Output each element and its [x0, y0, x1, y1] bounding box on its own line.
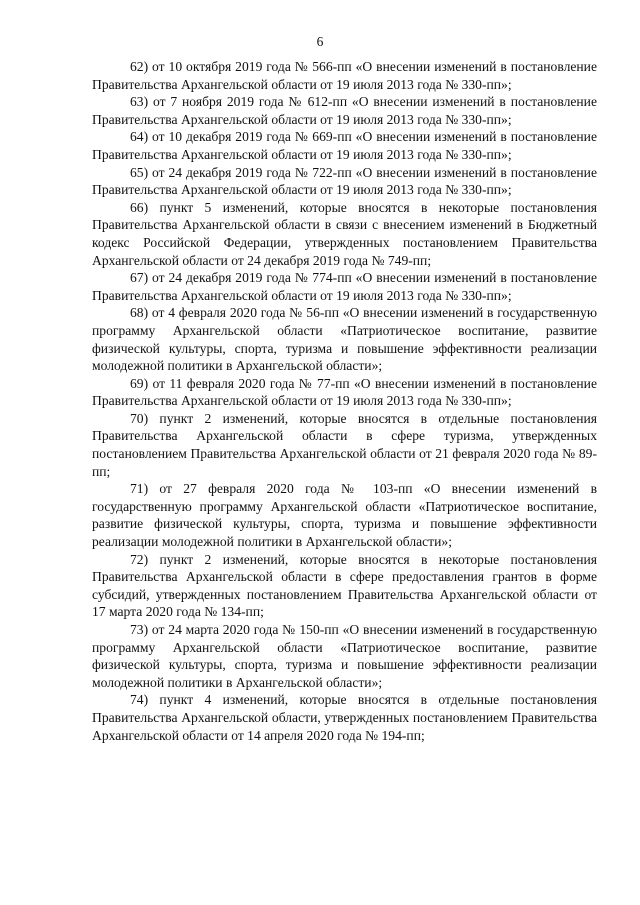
list-item-74: 74) пункт 4 изменений, которые вносятся в отдельные постановления Правительства Архангельской области, утвержденных постановлением Правительства Архангельской области от 14 апреля 2020 года № 194-пп; — [92, 692, 597, 743]
list-item-69: 69) от 11 февраля 2020 года № 77-пп «О внесении изменений в постановление Правительства Архангельской области от 19 июля 2013 года № 330-пп»; — [92, 375, 597, 409]
list-item-67: 67) от 24 декабря 2019 года № 774-пп «О внесении изменений в постановление Правительства Архангельской области от 19 июля 2013 года № 330-пп»; — [92, 270, 597, 303]
page-number: 6 — [316, 34, 324, 49]
document-body — [92, 58, 597, 744]
list-item-73: 73) от 24 марта 2020 года № 150-пп «О внесении изменений в государственную программу Архангельской области «Патриотическое воспитание, развитие физической культуры, спорта, туризма и повышение эффективности реализации молодежной политики в Архангельской области»; — [92, 622, 597, 690]
list-item-63: 63) от 7 ноября 2019 года № 612-пп «О внесении изменений в постановление Правительства Архангельской области от 19 июля 2013 года № 330-пп»; — [92, 94, 597, 127]
list-item-65: 65) от 24 декабря 2019 года № 722-пп «О внесении изменений в постановление Правительства Архангельской области от 19 июля 2013 года № 330-пп»; — [92, 164, 597, 198]
list-item-71: 71) от 27 февраля 2020 года № 103-пп «О внесении изменений в государственную программу Архангельской области «Патриотическое воспитание, развитие физической культуры, спорта, туризма и повышение эффективности реализации молодежной политики в Архангельской области»; — [92, 481, 597, 550]
list-item-64: 64) от 10 декабря 2019 года № 669-пп «О внесении изменений в постановление Правительства Архангельской области от 19 июля 2013 года № 330-пп»; — [92, 129, 597, 162]
list-item-72: 72) пункт 2 изменений, которые вносятся в некоторые постановления Правительства Архангельской области в сфере предоставления грантов в форме субсидий, утвержденных постановлением Правительства Архангельской области от 17 марта 2020 года № 134-пп; — [92, 551, 597, 620]
list-item-68: 68) от 4 февраля 2020 года № 56-пп «О внесении изменений в государственную программу Архангельской области «Патриотическое воспитание, развитие физической культуры, спорта, туризма и повышение эффективности реализации молодежной политики в Архангельской области»; — [92, 305, 597, 374]
list-item-66: 66) пункт 5 изменений, которые вносятся в некоторые постановления Правительства Архангельской области в связи с внесением изменений в Бюджетный кодекс Российской Федерации, утвержденных постановлением Правительства Архангельской области от 24 декабря 2019 года № 749-пп; — [92, 199, 597, 268]
list-item-70: 70) пункт 2 изменений, которые вносятся в отдельные постановления Правительства Архангельской области в сфере туризма, утвержденных постановлением Правительства Архангельской области от 21 февраля 2020 года № 89-пп; — [92, 410, 597, 479]
list-item-62: 62) от 10 октября 2019 года № 566-пп «О внесении изменений в постановление Правительства Архангельской области от 19 июля 2013 года № 330-пп»; — [92, 59, 597, 92]
